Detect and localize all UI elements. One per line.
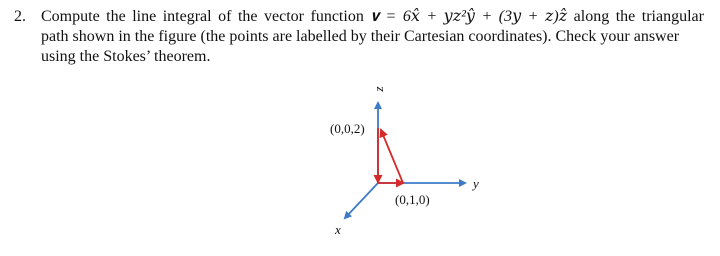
z-axis-label: z (371, 86, 386, 92)
x-axis (345, 183, 378, 218)
problem-line-2: path shown in the figure (the points are labelled by their Cartesian coordinates). Check your answer (41, 28, 680, 45)
problem-line-1-suffix: along the triangular (567, 8, 704, 25)
problem-line-1-prefix: Compute the line integral of the vector function (41, 8, 371, 25)
vector-function-formula: 𝐯 = 6𝑥̂ + 𝑦𝑧²𝑦̂ + (3𝑦 + 𝑧)𝑧̂ (370, 8, 568, 25)
point-label-0-1-0: (0,1,0) (395, 192, 430, 207)
path-segment-diagonal (381, 130, 403, 183)
point-label-0-0-2: (0,0,2) (330, 121, 365, 136)
x-axis-label: x (335, 222, 341, 237)
problem-line-3: using the Stokes’ theorem. (41, 48, 211, 65)
y-axis-label: y (473, 176, 479, 191)
problem-number: 2. (14, 8, 26, 25)
